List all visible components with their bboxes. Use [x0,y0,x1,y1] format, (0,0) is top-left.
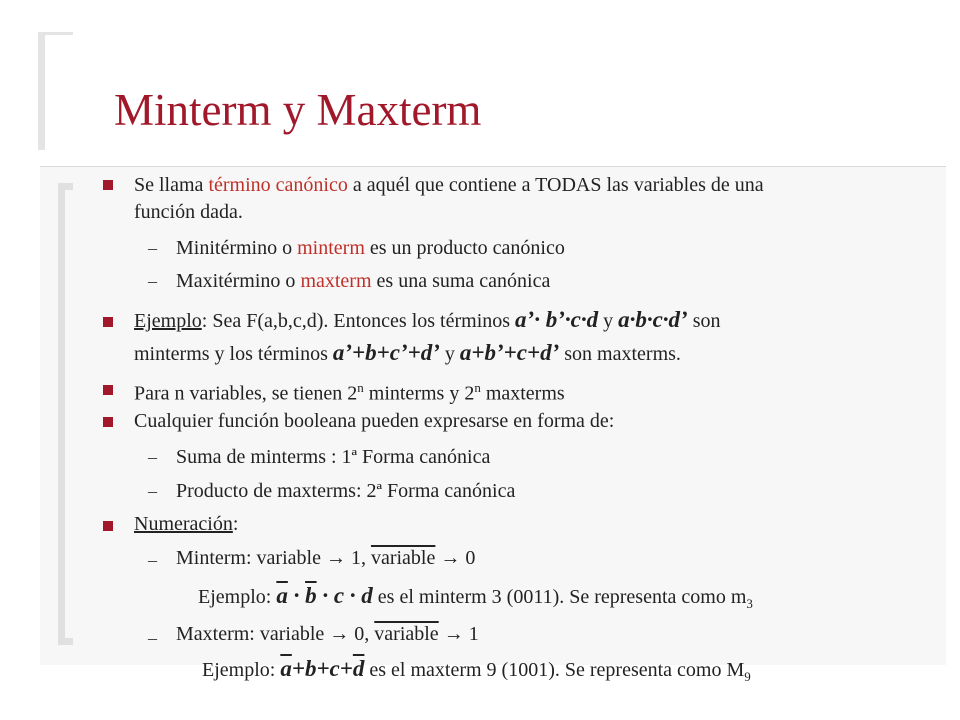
highlight-term: término canónico [208,174,348,196]
expression: a·b·c·d’ [618,307,688,332]
text-segment: : [232,513,239,535]
bullet-1-line-2: función dada. [134,201,243,223]
variable-c: c [333,583,345,608]
expression: a’+b+c’+d’ [332,340,440,365]
highlight-term: minterm [297,237,365,259]
expression: a’· b’·c·d [515,307,599,332]
operator: · [287,583,306,608]
decorative-inner-bar-gap [65,190,73,638]
text-segment: 1, [345,547,371,569]
text-segment: son [687,310,721,332]
text-segment: Maxitérmino o [176,270,301,292]
dash-marker: – [148,447,157,467]
sub-bullet-minterm [176,236,565,260]
variable-d-negated: $\overline{d}$ [352,656,365,681]
text-segment: minterms y 2 [363,382,475,405]
text-segment: Se llama [134,174,209,196]
bullet-2-line-1 [134,308,721,333]
bullet-square-icon [103,180,113,190]
text-segment: es el maxterm 9 (1001). Se representa como M [364,659,745,681]
sub-bullet-first-form: Suma de minterms : 1ª Forma canónica [176,446,491,468]
dash-marker: – [148,628,157,648]
text-segment: Maxterm: variable [176,623,330,645]
text-segment: y [439,343,460,365]
variable-a-negated: $\overline{a}$ [280,656,292,681]
operator: + [291,656,305,681]
sub-bullet-maxterm [176,269,550,293]
text-segment: 0, [349,623,375,645]
variable-d: d [361,583,373,608]
dash-marker: – [148,550,157,570]
dash-marker: – [148,481,157,501]
bullet-3 [134,376,565,406]
negated-variable: variable [370,547,436,569]
dash-marker: – [148,238,157,258]
text-segment: Minterm: variable [176,547,326,569]
text-segment: es un producto canónico [364,237,565,259]
bullet-2-line-2 [134,341,681,366]
text-segment: : Sea F(a,b,c,d). Entonces los términos [201,310,516,332]
negated-variable: variable [374,623,439,645]
text-segment: Minitérmino o [176,237,298,259]
operator: + [316,656,330,681]
sub-bullet-second-form: Producto de maxterms: 2ª Forma canónica [176,480,516,502]
right-arrow-icon: → [440,547,461,569]
text-segment: es una suma canónica [371,270,551,292]
highlight-term: maxterm [300,270,372,292]
expression: a+b’+c+d’ [459,340,560,365]
right-arrow-icon: → [325,547,346,569]
example-label: Ejemplo [134,310,202,332]
decorative-frame-bar [38,32,45,150]
text-segment: Para n variables, se tienen 2 [134,382,358,405]
text-segment: es el minterm 3 (0011). Se representa como m [372,586,747,608]
text-segment: 1 [463,623,479,645]
text-segment: 0 [460,547,476,569]
text-segment: minterms y los términos [134,343,333,365]
bullet-square-icon [103,385,113,395]
bullet-5 [134,512,238,536]
numeracion-label: Numeración [134,513,233,535]
text-segment: y [598,310,619,332]
variable-a-negated: $\overline{a}$ [276,583,288,608]
maxterm-example [202,656,751,685]
bullet-square-icon [103,521,113,531]
operator: · [316,583,334,608]
sub-bullet-minterm-numbering [176,546,475,570]
variable-c: c [329,656,340,681]
bullet-square-icon [103,317,113,327]
bullet-1-line-1 [134,173,764,197]
operator: · [344,583,362,608]
text-segment: Ejemplo: [202,659,281,681]
text-segment: son maxterms. [559,343,681,365]
text-segment: a aquél que contiene a TODAS las variables de una [347,174,764,196]
variable-b-negated: $\overline{b}$ [305,583,317,608]
sub-bullet-maxterm-numbering [176,622,479,646]
right-arrow-icon: → [443,623,464,645]
variable-b: b [304,656,317,681]
minterm-example [198,583,753,612]
right-arrow-icon: → [329,623,350,645]
text-segment: maxterms [480,382,565,405]
decorative-frame-tick [38,32,73,35]
superscript: n [474,380,481,395]
slide-title: Minterm y Maxterm [114,85,482,135]
subscript: 3 [746,596,753,611]
operator: + [339,656,353,681]
bullet-4: Cualquier función booleana pueden expresarse en forma de: [134,410,615,432]
text-segment: Ejemplo: [198,586,277,608]
bullet-square-icon [103,417,113,427]
subscript: 9 [744,669,751,684]
superscript: n [357,380,364,395]
dash-marker: – [148,271,157,291]
